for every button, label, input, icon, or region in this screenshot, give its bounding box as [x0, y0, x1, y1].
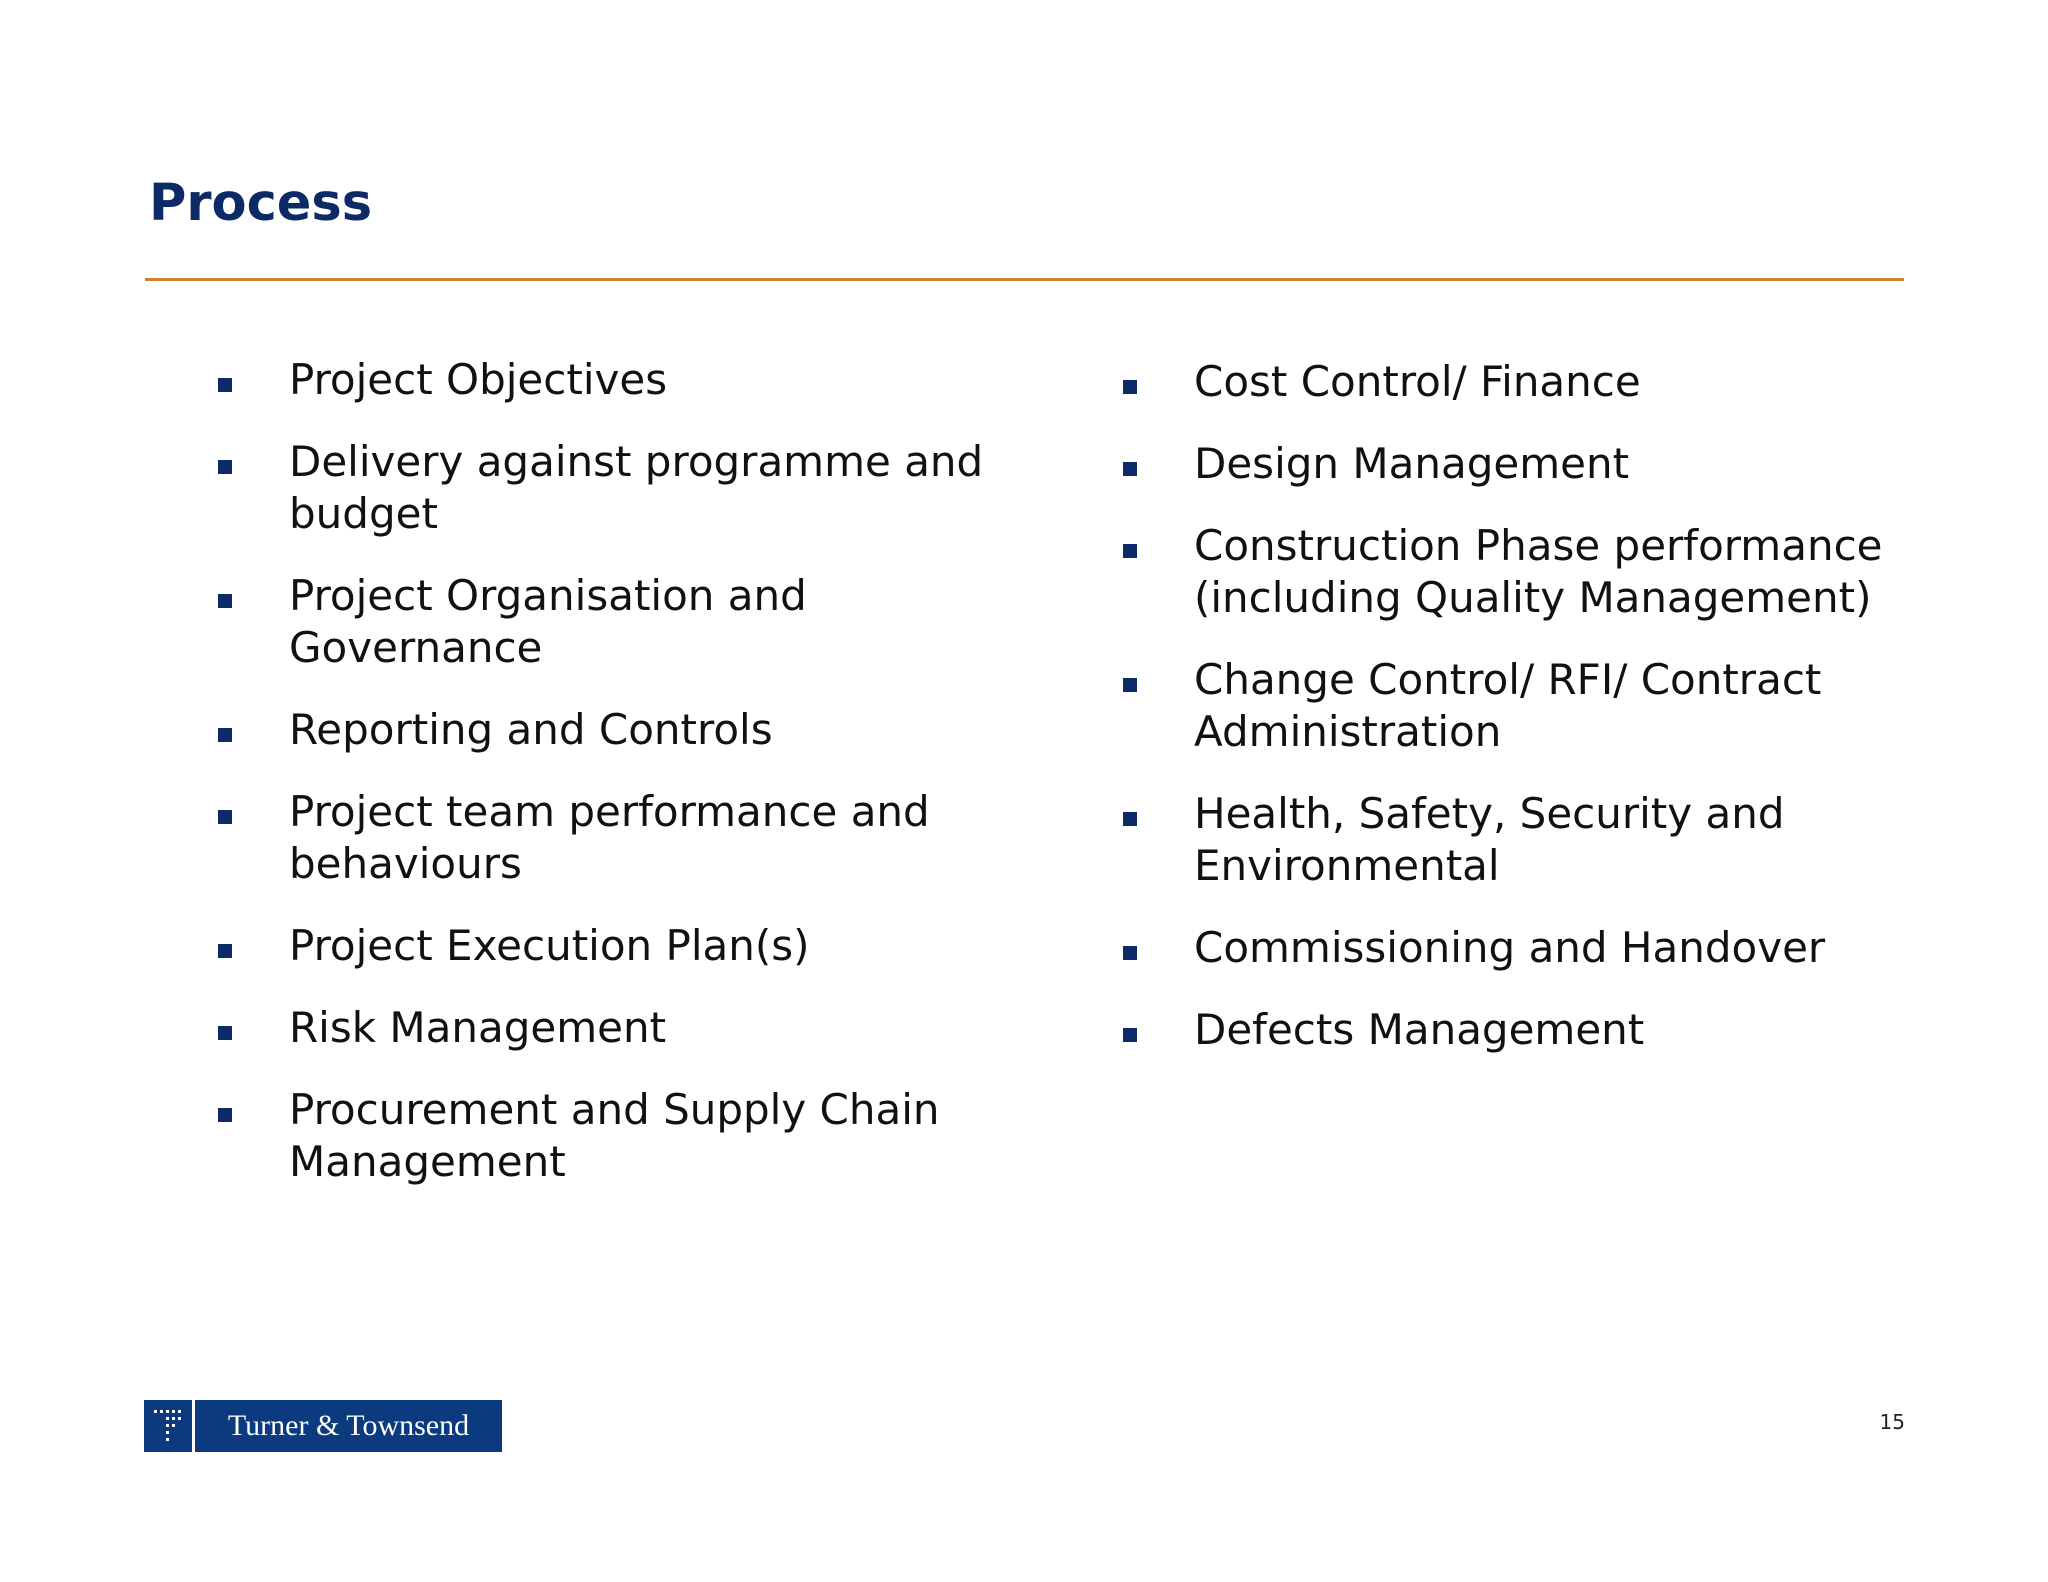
bullet-text: Construction Phase performance (including Quality Management)	[1194, 521, 1883, 622]
square-bullet-icon	[218, 1108, 232, 1122]
bullet-item	[218, 704, 1058, 756]
bullet-text: Project Objectives	[289, 355, 668, 404]
bullet-text: Procurement and Supply Chain Management	[289, 1085, 940, 1186]
bullet-item	[1123, 1004, 1943, 1056]
square-bullet-icon	[218, 810, 232, 824]
square-bullet-icon	[218, 944, 232, 958]
bullet-item	[1123, 922, 1943, 974]
square-bullet-icon	[1123, 544, 1137, 558]
logo-wordmark: Turner & Townsend	[227, 1409, 470, 1442]
square-bullet-icon	[218, 378, 232, 392]
bullet-text: Cost Control/ Finance	[1194, 357, 1641, 406]
bullet-item	[218, 786, 1058, 890]
square-bullet-icon	[1123, 946, 1137, 960]
bullet-text: Project Execution Plan(s)	[289, 921, 810, 970]
bullet-item	[218, 1084, 1058, 1188]
square-bullet-icon	[1123, 462, 1137, 476]
square-bullet-icon	[1123, 678, 1137, 692]
left-bullet-list	[218, 354, 1058, 1218]
square-bullet-icon	[218, 460, 232, 474]
page-number: 15	[1879, 1410, 1905, 1434]
title-divider	[145, 278, 1904, 281]
square-bullet-icon	[1123, 1028, 1137, 1042]
bullet-item	[1123, 356, 1943, 408]
bullet-text: Defects Management	[1194, 1005, 1645, 1054]
slide-title: Process	[149, 174, 373, 233]
bullet-item	[218, 1002, 1058, 1054]
bullet-text: Change Control/ RFI/ Contract Administration	[1194, 655, 1822, 756]
square-bullet-icon	[218, 1026, 232, 1040]
right-bullet-list	[1123, 356, 1943, 1086]
square-bullet-icon	[1123, 812, 1137, 826]
bullet-text: Design Management	[1194, 439, 1630, 488]
bullet-item	[1123, 654, 1943, 758]
bullet-item	[218, 436, 1058, 540]
bullet-item	[1123, 438, 1943, 490]
bullet-text: Health, Safety, Security and Environmental	[1194, 789, 1785, 890]
bullet-text: Project team performance and behaviours	[289, 787, 930, 888]
bullet-text: Project Organisation and Governance	[289, 571, 807, 672]
bullet-text: Risk Management	[289, 1003, 667, 1052]
bullet-text: Reporting and Controls	[289, 705, 773, 754]
bullet-item	[218, 354, 1058, 406]
bullet-text: Delivery against programme and budget	[289, 437, 984, 538]
bullet-item	[1123, 520, 1943, 624]
company-logo	[144, 1400, 502, 1452]
square-bullet-icon	[218, 594, 232, 608]
square-bullet-icon	[218, 728, 232, 742]
bullet-text: Commissioning and Handover	[1194, 923, 1826, 972]
dot-grid-logo-icon	[144, 1400, 195, 1452]
square-bullet-icon	[1123, 380, 1137, 394]
bullet-item	[218, 570, 1058, 674]
bullet-item	[1123, 788, 1943, 892]
bullet-item	[218, 920, 1058, 972]
